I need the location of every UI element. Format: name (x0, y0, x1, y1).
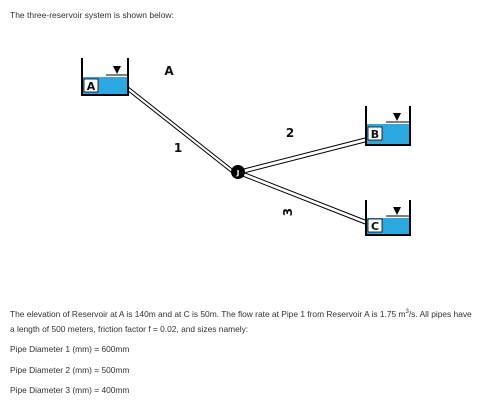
reservoir-b-label: B (370, 128, 380, 141)
pipe-3 (240, 171, 365, 224)
problem-text-part1: The elevation of Reservoir at A is 140m and at C is 50m. The flow rate at Pipe 1 from Reservoir A is 1.75 m (10, 309, 406, 319)
pipe-3-label: 3 (281, 207, 295, 217)
reservoir-a-tag: A (164, 64, 174, 78)
unit-exponent: 3 (405, 309, 409, 316)
reservoir-c (366, 200, 410, 235)
reservoir-c-label: C (370, 220, 380, 233)
reservoir-a (82, 58, 128, 95)
pipe-2-label: 2 (285, 126, 295, 140)
water-level-icon-c (393, 207, 401, 215)
reservoir-b (366, 106, 410, 145)
pipe-1-label: 1 (173, 141, 183, 155)
junction-label: J (236, 169, 240, 177)
pipe-diameter-2: Pipe Diameter 2 (mm) = 500mm (10, 365, 130, 375)
problem-statement (10, 307, 478, 337)
pipe-2 (240, 138, 365, 174)
pipe-diameter-1: Pipe Diameter 1 (mm) = 600mm (10, 344, 130, 354)
problem-text-part2: /s. All pipes have a length of 500 meters, friction factor f = 0.02, and sizes namely: (10, 309, 472, 334)
pipe-1 (127, 86, 236, 176)
water-level-icon-b (393, 113, 401, 121)
water-level-icon-a (113, 66, 121, 74)
pipe-diameter-3: Pipe Diameter 3 (mm) = 400mm (10, 385, 130, 395)
intro-text: The three-reservoir system is shown below: (10, 10, 174, 20)
reservoir-a-label: A (86, 80, 96, 93)
